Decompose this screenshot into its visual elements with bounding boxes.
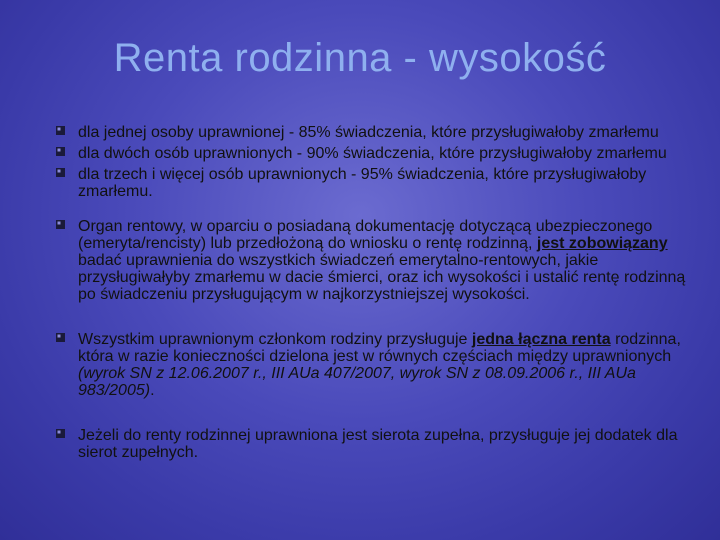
paragraph-text: Jeżeli do renty rodzinnej uprawniona jest sierota zupełna, przysługuje jej dodatek dla sierot zupełnych.	[78, 427, 678, 461]
bullet-text: dla dwóch osób uprawnionych - 90% świadczenia, które przysługiwałoby zmarłemu	[78, 145, 667, 162]
paragraph-sierota	[56, 427, 696, 461]
paragraph-text: .	[150, 382, 155, 399]
square-bullet-icon	[56, 126, 65, 135]
square-bullet-icon	[56, 429, 65, 438]
list-item	[56, 166, 696, 200]
list-item	[56, 145, 696, 162]
square-bullet-icon	[56, 168, 65, 177]
paragraph-text: rodzinna, która w razie konieczności dzielona jest w równych częściach między uprawnionych	[78, 331, 681, 365]
emphasis-text: jest zobowiązany	[536, 235, 668, 252]
bullet-text: dla jednej osoby uprawnionej - 85% świadczenia, które przysługiwałoby zmarłemu	[78, 124, 659, 141]
paragraph-text: Organ rentowy, w oparciu o posiadaną dokumentację dotyczącą ubezpieczonego (emeryta/rencisty) lub przedłożoną do wniosku o rentę rodzinną,	[78, 218, 653, 252]
paragraph-laczna	[56, 331, 696, 399]
paragraph-organ	[56, 218, 696, 303]
emphasis-text: jedna łączna renta	[471, 331, 611, 348]
square-bullet-icon	[56, 220, 65, 229]
paragraph-text: Wszystkim uprawnionym członkom rodziny przysługuje	[78, 331, 472, 348]
bullet-text: dla trzech i więcej osób uprawnionych - 95% świadczenia, które przysługiwałoby zmarłemu.	[78, 166, 647, 200]
page-title: Renta rodzinna - wysokość	[113, 36, 607, 80]
square-bullet-icon	[56, 333, 65, 342]
paragraph-text: badać uprawnienia do wszystkich świadczeń emerytalno-rentowych, jakie przysługiwałyby zmarłemu w dacie śmierci, oraz ich wysokości i ustalić rentę rodzinną po świadczeniu przysługującym w najkorzystniejszej wysokości.	[78, 252, 686, 303]
square-bullet-icon	[56, 147, 65, 156]
slide-content	[56, 124, 696, 461]
citation-text: (wyrok SN z 12.06.2007 r., III AUa 407/2007, wyrok SN z 08.09.2006 r., III AUa 983/2005)	[78, 365, 636, 399]
list-item	[56, 124, 696, 141]
